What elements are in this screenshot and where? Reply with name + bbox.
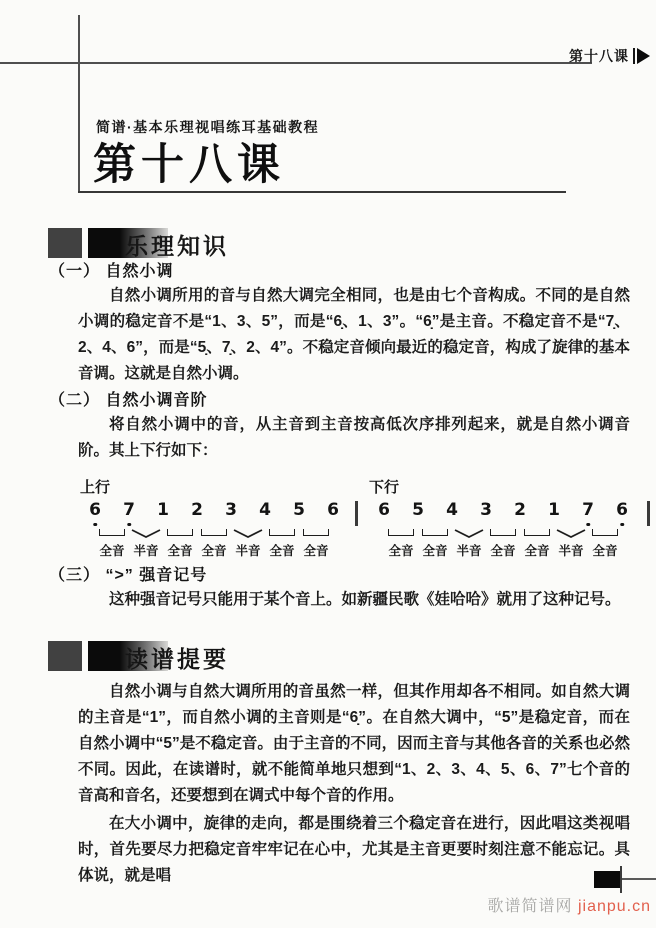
interval-label: 全音 [269, 544, 295, 558]
interval-label: 全音 [99, 544, 125, 558]
interval-label: 全音 [490, 544, 516, 558]
title-underline [78, 191, 566, 193]
section-header-theory [48, 228, 656, 258]
half-tone-bracket-icon [556, 529, 586, 538]
end-barline [647, 501, 650, 526]
page-block-hline [622, 878, 656, 880]
scale-note: 6 [327, 500, 339, 520]
half-tone-bracket-icon [131, 529, 161, 538]
interval-label: 全音 [422, 544, 448, 558]
low-octave-dot [93, 523, 97, 527]
lesson-title: 第十八课 [93, 141, 285, 189]
half-tone-bracket-icon [233, 529, 263, 538]
interval-label: 半音 [558, 544, 584, 558]
scale-intervals [95, 529, 350, 559]
watermark [487, 893, 651, 916]
subheading-natural-minor: （一） 自然小调 [49, 263, 174, 280]
interval-whole [163, 529, 197, 559]
page-corner-label [569, 46, 650, 66]
interval-whole [95, 529, 129, 559]
scale-note: 7 [112, 500, 146, 522]
paragraph-reading-2: 在大小调中，旋律的走向，都是围绕着三个稳定音在进行，因此唱这类视唱时，首先要尽力把稳定音牢牢记在心中，尤其是主音更要时刻注意不能忘记。具体说，就是唱 [78, 815, 630, 884]
scale-note: 3 [225, 500, 237, 520]
series-title: 简谱·基本乐理视唱练耳基础教程 [96, 119, 320, 135]
scale-note: 2 [191, 500, 203, 520]
whole-tone-bracket-icon [420, 529, 450, 538]
corner-bar-mark [633, 48, 635, 64]
whole-tone-bracket-icon [165, 529, 195, 538]
paragraph-natural-minor: 自然小调所用的音与自然大调完全相同，也是由七个音构成。不同的是自然小调的稳定音不是“1、3、5”，而是“6̣、1、3”。“6̣”是主音。不稳定音不是“7̣、2、4、6”，而是“5̣、7̣、2、4”。不稳定音倾向最近的稳定音，构成了旋律的基本音调。这就是自然小调。 [78, 287, 630, 382]
interval-whole [197, 529, 231, 559]
paragraph-accent-mark: 这种强音记号只能用于某个音上。如新疆民歌《娃哈哈》就用了这种记号。 [109, 591, 621, 608]
low-octave-dot [620, 523, 624, 527]
interval-label: 全音 [524, 544, 550, 558]
whole-tone-bracket-icon [97, 529, 127, 538]
low-octave-dot [586, 523, 590, 527]
ascending-scale [78, 476, 350, 559]
whole-tone-bracket-icon [267, 529, 297, 538]
whole-tone-bracket-icon [488, 529, 518, 538]
watermark-site-name: 歌谱简谱网 [487, 898, 573, 915]
title-left-rule [78, 15, 80, 193]
scale-notes [78, 500, 350, 522]
watermark-site-url: jianpu.cn [577, 898, 651, 915]
interval-whole [265, 529, 299, 559]
scale-note: 4 [259, 500, 271, 520]
interval-label: 全音 [201, 544, 227, 558]
scale-intervals [384, 529, 639, 559]
scale-note: 5 [412, 500, 424, 520]
scale-note: 5 [293, 500, 305, 520]
page-content [0, 228, 656, 889]
interval-whole [486, 529, 520, 559]
scale-note: 6 [378, 500, 390, 520]
interval-whole [418, 529, 452, 559]
scale-note: 4 [446, 500, 458, 520]
interval-label: 全音 [167, 544, 193, 558]
half-tone-bracket-icon [454, 529, 484, 538]
interval-half [231, 529, 265, 559]
interval-whole [299, 529, 333, 559]
interval-half [129, 529, 163, 559]
scale-note: 1 [157, 500, 169, 520]
scale-note: 3 [480, 500, 492, 520]
header-square-decoration [48, 228, 82, 258]
header-square-decoration [48, 641, 82, 671]
interval-whole [520, 529, 554, 559]
interval-label: 全音 [388, 544, 414, 558]
interval-label: 半音 [133, 544, 159, 558]
whole-tone-bracket-icon [199, 529, 229, 538]
scale-note: 1 [548, 500, 560, 520]
interval-label: 全音 [303, 544, 329, 558]
interval-half [452, 529, 486, 559]
scale-note: 7 [571, 500, 605, 522]
interval-half [554, 529, 588, 559]
scale-diagram [0, 476, 656, 562]
paragraph-minor-scale: 将自然小调中的音，从主音到主音按高低次序排列起来，就是自然小调音阶。其上下行如下： [78, 416, 630, 459]
descending-scale [367, 476, 639, 559]
interval-label: 半音 [235, 544, 261, 558]
interval-label: 半音 [456, 544, 482, 558]
barline [355, 501, 358, 526]
subheading-accent-mark: （三） “>” 强音记号 [49, 567, 208, 584]
whole-tone-bracket-icon [522, 529, 552, 538]
scale-notes [367, 500, 639, 522]
corner-lesson-label: 第十八课 [569, 48, 629, 64]
interval-whole [588, 529, 622, 559]
interval-whole [384, 529, 418, 559]
scale-direction-label: 上行 [80, 479, 111, 496]
whole-tone-bracket-icon [590, 529, 620, 538]
section-title-theory: 乐理知识 [125, 233, 229, 259]
section-header-reading [48, 641, 656, 671]
page-marker-arrow-icon [637, 48, 650, 64]
low-octave-dot [127, 523, 131, 527]
scale-note: 2 [514, 500, 526, 520]
top-rule-line [0, 62, 592, 64]
scale-note: 6 [78, 500, 112, 522]
whole-tone-bracket-icon [386, 529, 416, 538]
scale-direction-label: 下行 [369, 479, 400, 496]
page-number-block [594, 871, 620, 888]
paragraph-reading-1: 自然小调与自然大调所用的音虽然一样，但其作用却各不相同。如自然大调的主音是“1”，而自然小调的主音则是“6̣”。在自然大调中，“5”是稳定音，而在自然小调中“5”是不稳定音。由于主音的不同，因而主音与其他各音的关系也必然不同。因此，在读谱时，就不能简单地只想到“1、2、3、4、5、6、7”七个音的音高和音名，还要想到在调式中每个音的作用。 [78, 683, 630, 804]
scale-note: 6 [605, 500, 639, 522]
page-block-vline [620, 866, 622, 893]
interval-label: 全音 [592, 544, 618, 558]
section-title-reading: 读谱提要 [125, 646, 229, 672]
subheading-minor-scale: （二） 自然小调音阶 [49, 392, 208, 409]
whole-tone-bracket-icon [301, 529, 331, 538]
